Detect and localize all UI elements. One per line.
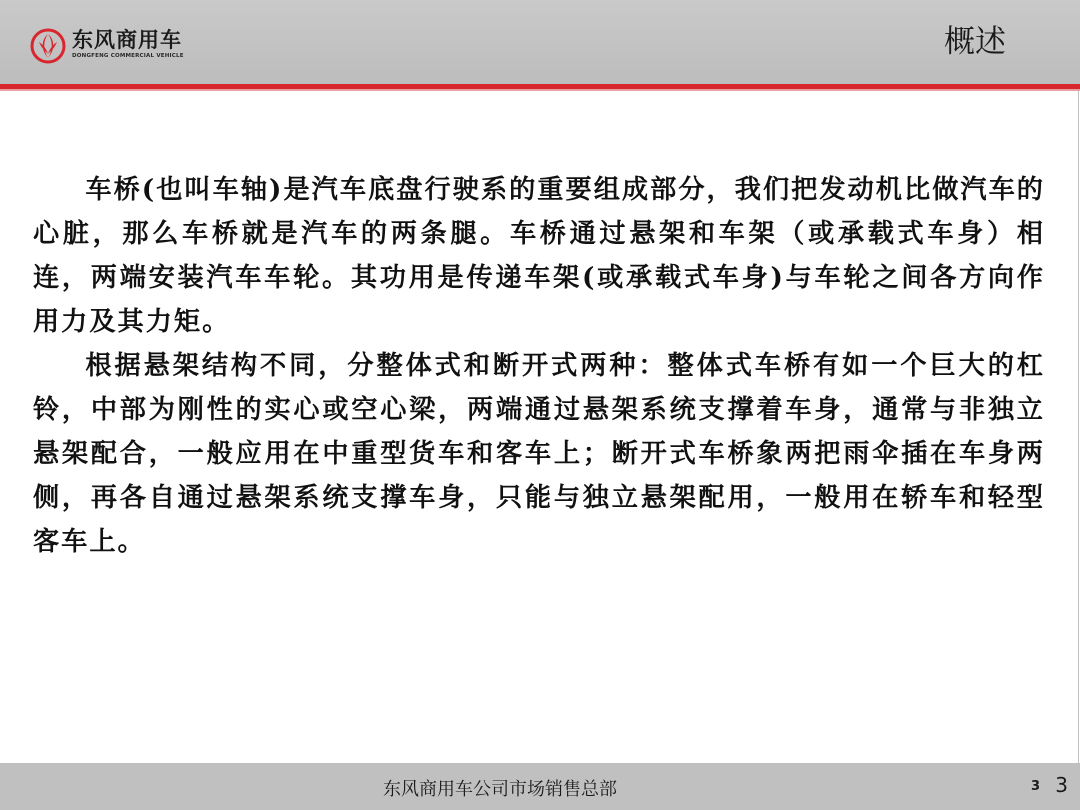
- footer-bar: [0, 763, 1080, 810]
- paragraph-2: 根据悬架结构不同，分整体式和断开式两种：整体式车桥有如一个巨大的杠铃，中部为刚性的实心或空心梁，两端通过悬架系统支撑着车身，通常与非独立悬架配合，一般应用在中重型货车和客车上；断开式车桥象两把雨伞插在车身两侧，再各自通过悬架系统支撑车身，只能与独立悬架配用，一般用在轿车和轻型客车上。: [33, 350, 1045, 557]
- footer-page-number: 3: [1055, 773, 1068, 797]
- page-title: 概述: [944, 24, 1006, 60]
- logo-name: 东风商用车: [72, 28, 182, 52]
- header-bar: [0, 0, 1080, 84]
- footer-page-number-small: 3: [1030, 779, 1040, 794]
- paragraph-1: 车桥(也叫车轴)是汽车底盘行驶系的重要组成部分，我们把发动机比做汽车的心脏，那么车桥就是汽车的两条腿。车桥通过悬架和车架（或承载式车身）相连，两端安装汽车车轮。其功用是传递车架(或承载式车身)与车轮之间各方向作用力及其力矩。: [33, 174, 1045, 337]
- logo-subtitle: DONGFENG COMMERCIAL VEHICLE: [72, 53, 184, 59]
- dongfeng-logo-icon: [30, 28, 66, 64]
- footer-department: 东风商用车公司市场销售总部: [383, 779, 617, 800]
- body-text: [33, 168, 1045, 564]
- brand-logo: [30, 26, 200, 66]
